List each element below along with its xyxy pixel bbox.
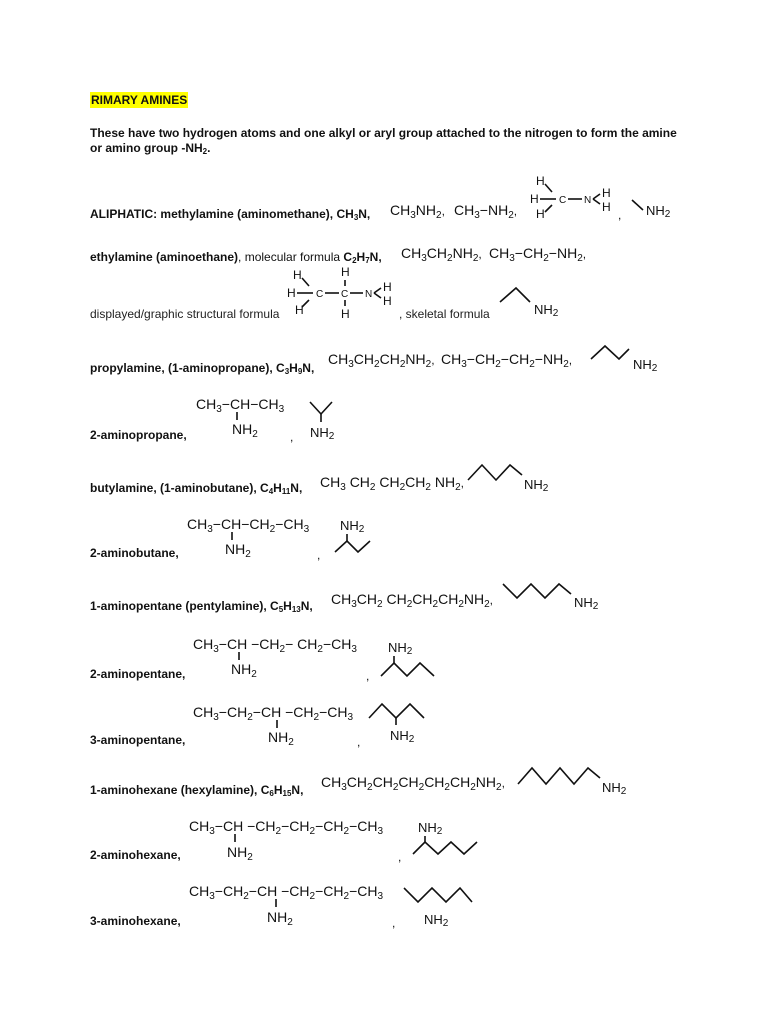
svg-text:CH3−CH−CH3: $CH_3-CH-CH_3$ [196, 396, 285, 415]
svg-text:NH2: NH2 [424, 912, 449, 929]
aminopropane2-condensed [196, 395, 296, 440]
svg-text:NH2: NH2 [310, 425, 335, 442]
aminohexane1-condensed: $CH_3CH_2CH_2CH_2CH_2CH_2NH_2$, [321, 774, 505, 793]
atom-n: N [584, 195, 592, 206]
svg-text:NH2: NH2 [534, 302, 559, 319]
propylamine-condensed: $CH_3CH_2CH_2NH_2$, [328, 351, 435, 370]
svg-text:NH2: NH2 [574, 595, 599, 612]
aminopropane2-skeletal [308, 398, 353, 443]
svg-text:CH3−CH−CH2−CH3: $CH_3-CH-CH_2-CH_3$ [187, 516, 310, 535]
skeletal-formula-label: , skeletal formula [399, 307, 490, 321]
ethylamine-label: ethylamine (aminoethane), molecular formula $C_2H_7N$, [90, 250, 382, 265]
intro-text: These have two hydrogen atoms and one alkyl or aryl group attached to the nitrogen to form the amine or amino group -NH [90, 126, 677, 155]
intro-paragraph [90, 126, 690, 156]
aminopentane1-skeletal [501, 580, 606, 615]
aminopentane1-condensed: $CH_3CH_2$ $CH_2CH_2CH_2NH_2$, [331, 591, 494, 610]
separator-comma: , [618, 208, 622, 222]
aminohexane3-condensed [189, 882, 399, 927]
propylamine-label: propylamine, (1-aminopropane), $C_3H_9N$, [90, 361, 315, 376]
methylamine-displayed-structure [530, 172, 620, 222]
svg-text:NH2: NH2 [388, 640, 413, 657]
ethylamine-condensed: $CH_3CH_2NH_2$, [401, 245, 482, 264]
butylamine-condensed: $CH_3$ $CH_2$ $CH_2CH_2$ $NH_2$, [320, 474, 464, 493]
svg-text:H: H [295, 303, 304, 317]
svg-text:C: C [316, 289, 324, 300]
propylamine-skeletal [589, 343, 669, 373]
ethylamine-displayed-structure [287, 266, 402, 324]
svg-text:NH2: NH2 [418, 820, 443, 837]
intro-end: . [207, 141, 211, 155]
aminobutane2-label: 2-aminobutane, [90, 546, 179, 560]
butylamine-label: butylamine, (1-aminobutane), $C_4H_{11}N$, [90, 481, 303, 496]
svg-text:NH2: $NH_2$ [268, 729, 294, 748]
svg-text:CH3−CH −CH2− CH2−CH3: $CH_3-CH -CH_2- CH_2-CH_3$ [193, 636, 357, 655]
aminohexane2-condensed [189, 817, 404, 862]
aminohexane1-skeletal [516, 764, 636, 799]
aminopentane3-label: 3-aminopentane, [90, 733, 186, 747]
aminohexane2-skeletal [408, 816, 488, 861]
svg-text:NH2: $NH_2$ [231, 661, 257, 680]
svg-text:CH3−CH2−CH −CH2−CH2−CH3: $CH_3-CH_2-CH -CH_2-CH_2-CH_3$ [189, 883, 384, 902]
ethylamine-skeletal [498, 286, 568, 321]
displayed-formula-label: displayed/graphic structural formula [90, 307, 280, 321]
methylamine-bond-formula: $CH_3-NH_2$, [454, 202, 518, 221]
section-heading: RIMARY AMINES [91, 93, 188, 107]
aminopentane2-label: 2-aminopentane, [90, 667, 186, 681]
svg-text:C: C [341, 289, 349, 300]
svg-text:NH2: $NH_2$ [232, 421, 258, 440]
aminobutane2-skeletal [330, 514, 380, 559]
atom-h: H [530, 192, 539, 206]
svg-text:CH3−CH2−CH −CH2−CH3: $CH_3-CH_2-CH -CH_2-CH_3$ [193, 704, 354, 723]
propylamine-bond-formula: $CH_3-CH_2-CH_2-NH_2$, [441, 351, 573, 370]
atom-h: H [536, 174, 545, 188]
methylamine-label: ALIPHATIC: methylamine (aminomethane), $CH_3N$, [90, 207, 371, 222]
aminopentane3-skeletal [366, 700, 431, 745]
svg-text:NH2: $NH_2$ [267, 909, 293, 928]
svg-text:NH2: NH2 [633, 357, 658, 374]
svg-text:NH2: NH2 [524, 477, 549, 494]
aminobutane2-condensed [187, 514, 327, 559]
svg-text:H: H [341, 265, 350, 279]
ethylamine-bond-formula: $CH_3-CH_2-NH_2$, [489, 245, 587, 264]
svg-text:H: H [341, 307, 350, 321]
svg-text:H: H [383, 280, 392, 294]
group-nh2: NH2 [646, 203, 671, 220]
atom-h: H [602, 200, 611, 214]
svg-text:CH3−CH −CH2−CH2−CH2−CH3: $CH_3-CH -CH_2-CH_2-CH_2-CH_3$ [189, 818, 384, 837]
methylamine-condensed: $CH_3NH_2$, [390, 202, 445, 221]
aminopentane2-condensed [193, 634, 378, 679]
svg-text:H: H [293, 268, 302, 282]
atom-h: H [536, 207, 545, 221]
aminopropane2-label: 2-aminopropane, [90, 428, 187, 442]
aminopentane1-label: 1-aminopentane (pentylamine), $C_5H_{13}N$, [90, 599, 313, 614]
svg-text:H: H [383, 294, 392, 308]
svg-text:NH2: NH2 [602, 780, 627, 797]
svg-text:NH2: NH2 [390, 728, 415, 745]
aminopentane3-condensed [193, 703, 373, 748]
svg-text:N: N [365, 289, 373, 300]
svg-text:NH2: $NH_2$ [225, 541, 251, 560]
aminohexane2-label: 2-aminohexane, [90, 848, 181, 862]
aminohexane3-label: 3-aminohexane, [90, 914, 181, 928]
aminohexane3-skeletal [402, 884, 482, 929]
intro-sub: 2 [202, 147, 208, 156]
svg-text:NH2: NH2 [340, 518, 365, 535]
atom-h: H [602, 186, 611, 200]
aminopentane2-skeletal [376, 636, 441, 681]
atom-c: C [559, 195, 567, 206]
methylamine-skeletal [630, 196, 680, 221]
aminohexane1-label: 1-aminohexane (hexylamine), $C_6H_{15}N$, [90, 783, 304, 798]
butylamine-skeletal [466, 462, 556, 497]
svg-text:NH2: $NH_2$ [227, 844, 253, 863]
svg-text:H: H [287, 286, 296, 300]
